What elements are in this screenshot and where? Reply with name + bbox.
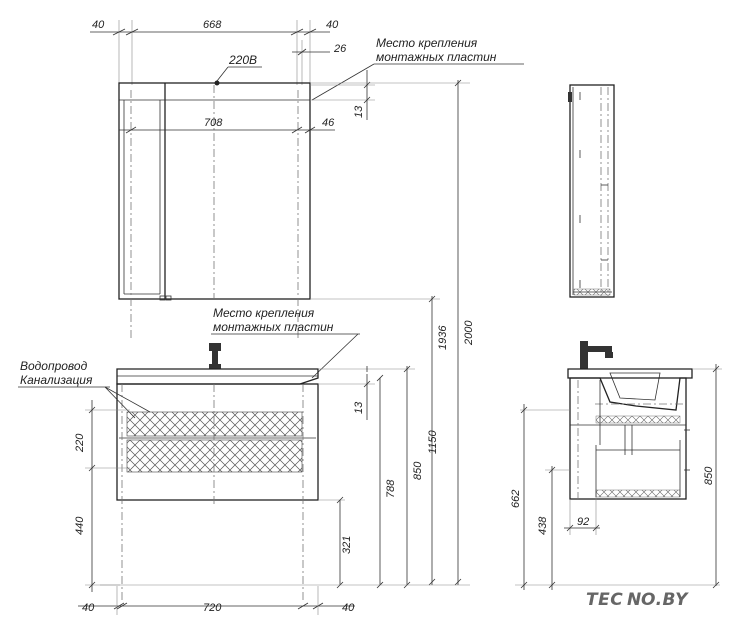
water-label: Водопровод [20, 359, 88, 373]
dim-708: 708 [204, 117, 223, 129]
side-faucet [580, 341, 613, 369]
dim-46: 46 [322, 117, 335, 129]
dim-1150: 1150 [427, 430, 439, 454]
dim-bottom-720: 720 [203, 602, 222, 614]
dim-26: 26 [334, 43, 347, 55]
dim-13-mid: 13 [353, 401, 365, 414]
dim-13-top-group [310, 70, 375, 120]
bottom-dimension-row [78, 585, 470, 615]
side-dim-850: 850 [703, 466, 715, 485]
mount-note-mid [211, 306, 360, 378]
side-vanity [568, 369, 692, 500]
power-point [215, 53, 263, 86]
side-mirror-cabinet [568, 85, 614, 297]
dim-bottom-left-40: 40 [82, 602, 95, 614]
faucet-front [209, 343, 221, 369]
dim-bottom-right-40: 40 [342, 602, 355, 614]
top-dimension-row [90, 19, 339, 35]
dim-26-group [292, 43, 347, 55]
mount-note-mid-line2: монтажных пластин [213, 320, 334, 334]
mount-note-mid-line1: Место крепления [213, 306, 315, 320]
mount-note-top-line1: Место крепления [376, 36, 478, 50]
logo-text-post: O.BY [641, 590, 688, 610]
dim-top-right-40: 40 [326, 19, 339, 31]
dim-top-left-40: 40 [92, 19, 105, 31]
dim-850: 850 [412, 461, 424, 480]
logo-text-pre: TEC [586, 590, 624, 610]
dim-top-668: 668 [203, 19, 222, 31]
side-dim-92-group [564, 497, 600, 535]
dim-13-top: 13 [353, 105, 365, 118]
side-dim-92: 92 [577, 516, 590, 528]
vanity-unit [117, 369, 318, 600]
mount-note-top-line2: монтажных пластин [376, 50, 497, 64]
dim-220: 220 [74, 433, 86, 452]
dim-440: 440 [74, 516, 86, 535]
power-label: 220В [229, 53, 258, 67]
dim-788: 788 [385, 479, 397, 498]
dim-321: 321 [341, 535, 353, 554]
side-dim-438: 438 [537, 516, 549, 535]
dim-2000: 2000 [463, 320, 475, 345]
sewer-label: Канализация [20, 373, 93, 387]
dim-1936: 1936 [437, 325, 449, 350]
side-dim-850-group [692, 364, 722, 588]
water-sewer-note [18, 359, 150, 418]
logo-mark: N [627, 590, 642, 610]
side-dim-662: 662 [510, 489, 522, 508]
vanity-right-dims [318, 366, 439, 588]
height-dimension-lines [310, 80, 475, 585]
tecno-logo [586, 590, 689, 610]
inner-dimension-row [119, 117, 335, 133]
